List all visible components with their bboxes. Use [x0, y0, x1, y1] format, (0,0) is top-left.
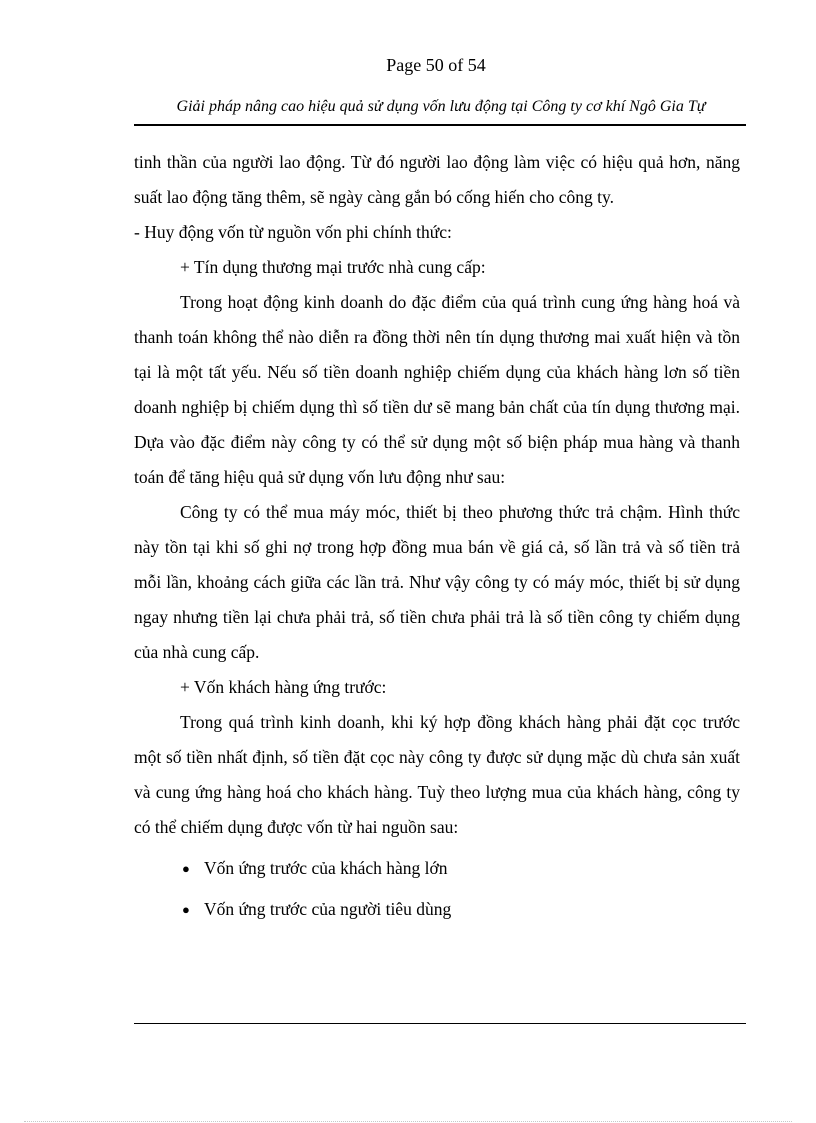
- paragraph-trade-credit: Trong hoạt động kinh doanh do đặc điểm của quá trình cung ứng hàng hoá và thanh toán không thể nào diễn ra đồng thời nên tín dụng thương mai xuất hiện và tồn tại là một tất yếu. Nếu số tiền doanh nghiệp chiếm dụng của khách hàng lơn số tiền doanh nghiệp bị chiếm dụng thì số tiền dư sẽ mang bản chất của tín dụng thương mại. Dựa vào đặc điểm này công ty có thể sử dụng một số biện pháp mua hàng và thanh toán để tăng hiệu quả sử dụng vốn lưu động như sau:: [134, 292, 740, 487]
- page-edge: [24, 1121, 792, 1122]
- subheading-trade-credit: + Tín dụng thương mại trước nhà cung cấp:: [180, 257, 486, 277]
- paragraph-deferred-payment: Công ty có thể mua máy móc, thiết bị theo phương thức trả chậm. Hình thức này tồn tại khi số ghi nợ trong hợp đồng mua bán về giá cả, số lần trả và số tiền trả mỗi lần, khoảng cách giữa các lần trả. Như vậy công ty có máy móc, thiết bị sử dụng ngay nhưng tiền lại chưa phải trả, số tiền chưa phải trả là số tiền công ty chiếm dụng của nhà cung cấp.: [134, 502, 740, 662]
- paragraph-customer-advances: Trong quá trình kinh doanh, khi ký hợp đồng khách hàng phải đặt cọc trước một số tiền nhất định, số tiền đặt cọc này công ty được sử dụng mặc dù chưa sản xuất và cung ứng hàng hoá cho khách hàng. Tuỳ theo lượng mua của khách hàng, công ty có thể chiếm dụng được vốn từ hai nguồn sau:: [134, 712, 740, 837]
- document-title-header: Giải pháp nâng cao hiệu quả sử dụng vốn lưu động tại Công ty cơ khí Ngô Gia Tự: [176, 98, 706, 115]
- bullet-list: [134, 851, 740, 927]
- document-body: [134, 145, 740, 927]
- bullet-icon: ●: [182, 861, 190, 876]
- paragraph-continuation: tinh thần của người lao động. Từ đó người lao động làm việc có hiệu quả hơn, năng suất lao động tăng thêm, sẽ ngày càng gắn bó cống hiến cho công ty.: [134, 152, 740, 207]
- list-item-text: Vốn ứng trước của khách hàng lớn: [204, 858, 448, 878]
- bullet-icon: ●: [182, 902, 190, 917]
- header-divider: [134, 124, 746, 126]
- subheading-customer-advances: + Vốn khách hàng ứng trước:: [180, 677, 387, 697]
- list-item-text: Vốn ứng trước của người tiêu dùng: [204, 899, 452, 919]
- list-item: [134, 892, 740, 927]
- page-number: Page 50 of 54: [386, 55, 486, 75]
- footer-divider: [134, 1023, 746, 1024]
- paragraph-capital-mobilization: - Huy động vốn từ nguồn vốn phi chính thức:: [134, 222, 452, 242]
- list-item: [134, 851, 740, 886]
